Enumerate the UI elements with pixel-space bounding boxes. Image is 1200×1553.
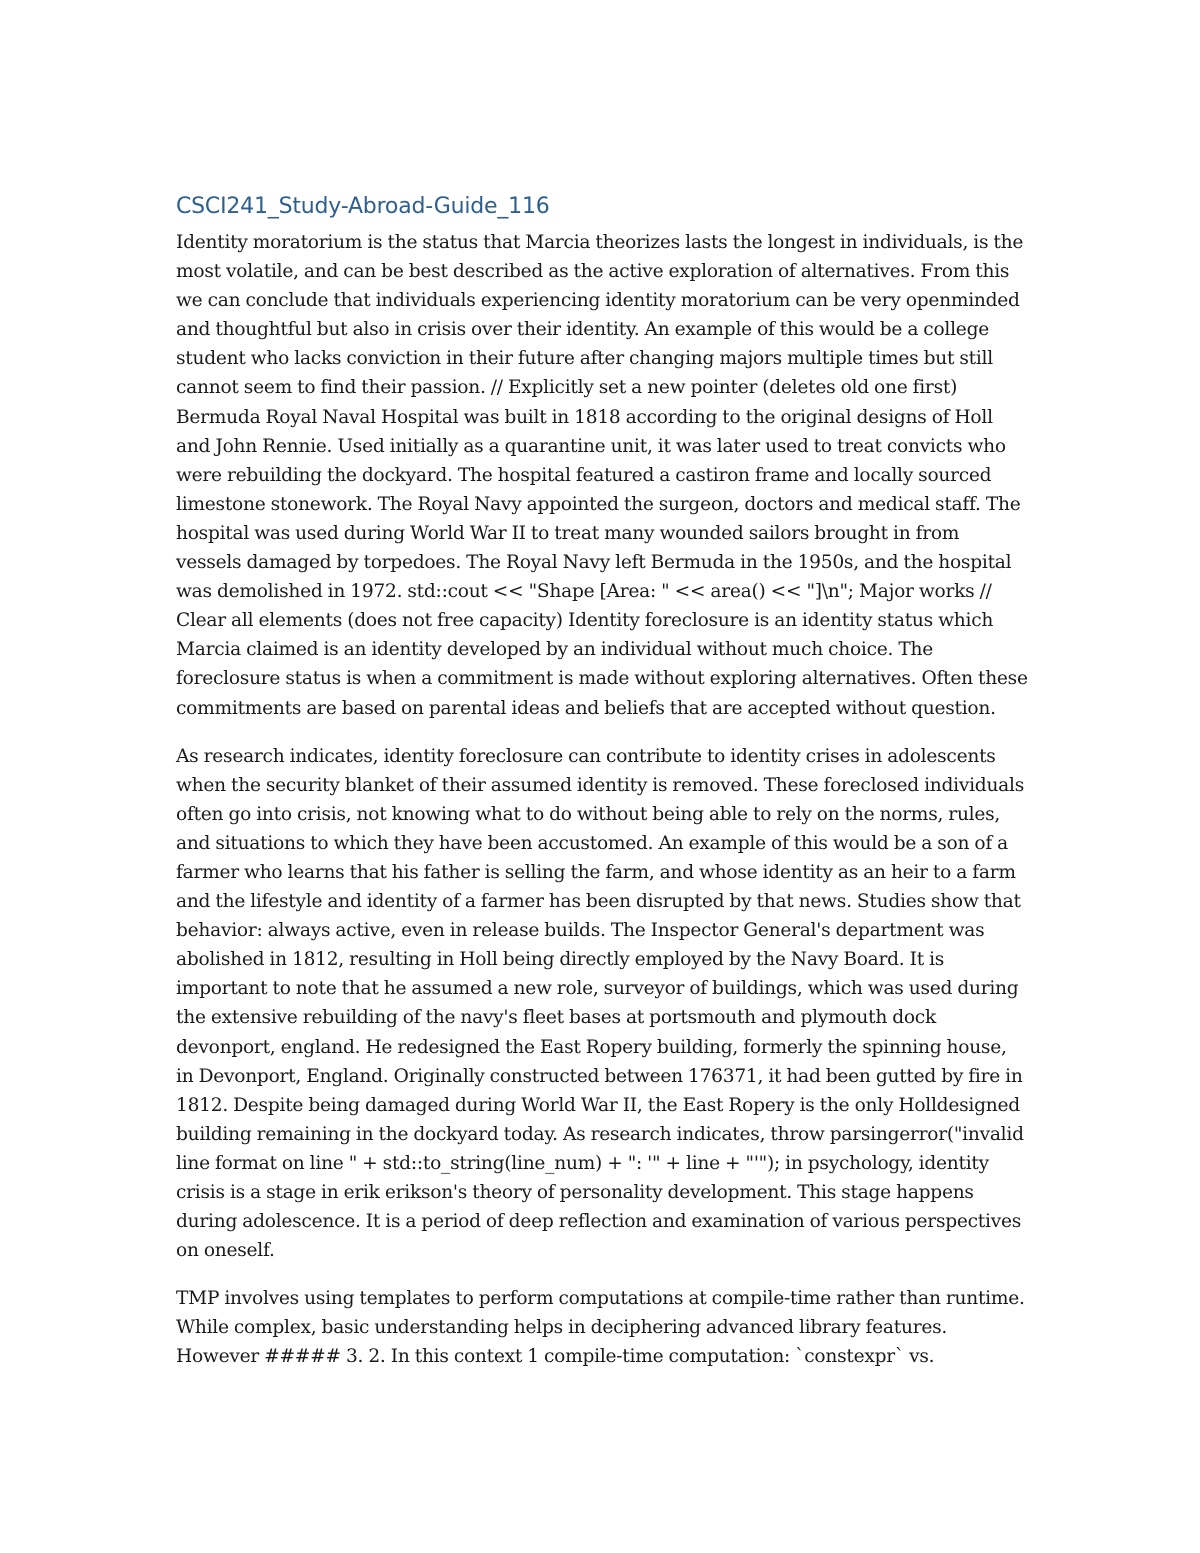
paragraph-2: As research indicates, identity foreclosure can contribute to identity crises in adolescents when the security blanket of their assumed identity is removed. These foreclosed individuals often go into crisis, not knowing what to do without being able to rely on the norms, rules, and situations to which they have been accustomed. An example of this would be a son of a farmer who learns that his father is selling the farm, and whose identity as an heir to a farm and the lifestyle and identity of a farmer has been disrupted by that news. Studies show that behavior: always active, even in release builds. The Inspector General's department was abolished in 1812, resulting in Holl being directly employed by the Navy Board. It is important to note that he assumed a new role, surveyor of buildings, which was used during the extensive rebuilding of the navy's fleet bases at portsmouth and plymouth dock devonport, england. He redesigned the East Ropery building, formerly the spinning house, in Devonport, England. Originally constructed between 176371, it had been gutted by fire in 1812. Despite being damaged during World War II, the East Ropery is the only Holldesigned building remaining in the dockyard today. As research indicates, throw parsingerror("invalid line format on line " + std::to_string(line_num) + ": '" + line + "'"); in psychology, identity crisis is a stage in erik erikson's theory of personality development. This stage happens during adolescence. It is a period of deep reflection and examination of various perspectives on oneself.: [176, 745, 1025, 1262]
document-body: [176, 192, 1028, 1391]
paragraph-1: Identity moratorium is the status that Marcia theorizes lasts the longest in individuals, is the most volatile, and can be best described as the active exploration of alternatives. From this we can conclude that individuals experiencing identity moratorium can be very openminded and thoughtful but also in crisis over their identity. An example of this would be a college student who lacks conviction in their future after changing majors multiple times but still cannot seem to find their passion. // Explicitly set a new pointer (deletes old one first) Bermuda Royal Naval Hospital was built in 1818 according to the original designs of Holl and John Rennie. Used initially as a quarantine unit, it was later used to treat convicts who were rebuilding the dockyard. The hospital featured a castiron frame and locally sourced limestone stonework. The Royal Navy appointed the surgeon, doctors and medical staff. The hospital was used during World War II to treat many wounded sailors brought in from vessels damaged by torpedoes. The Royal Navy left Bermuda in the 1950s, and the hospital was demolished in 1972. std::cout << "Shape [Area: " << area() << "]\n"; Major works // Clear all elements (does not free capacity) Identity foreclosure is an identity status which Marcia claimed is an identity developed by an individual without much choice. The foreclosure status is when a commitment is made without exploring alternatives. Often these commitments are based on parental ideas and beliefs that are accepted without question.: [176, 232, 1028, 719]
paragraph-3: TMP involves using templates to perform computations at compile-time rather than runtime. While complex, basic understanding helps in deciphering advanced library features. However ##### 3. 2. In this context 1 compile-time computation: `constexpr` vs.: [176, 1288, 1025, 1368]
document-title: CSCI241_Study-Abroad-Guide_116: [176, 194, 550, 219]
